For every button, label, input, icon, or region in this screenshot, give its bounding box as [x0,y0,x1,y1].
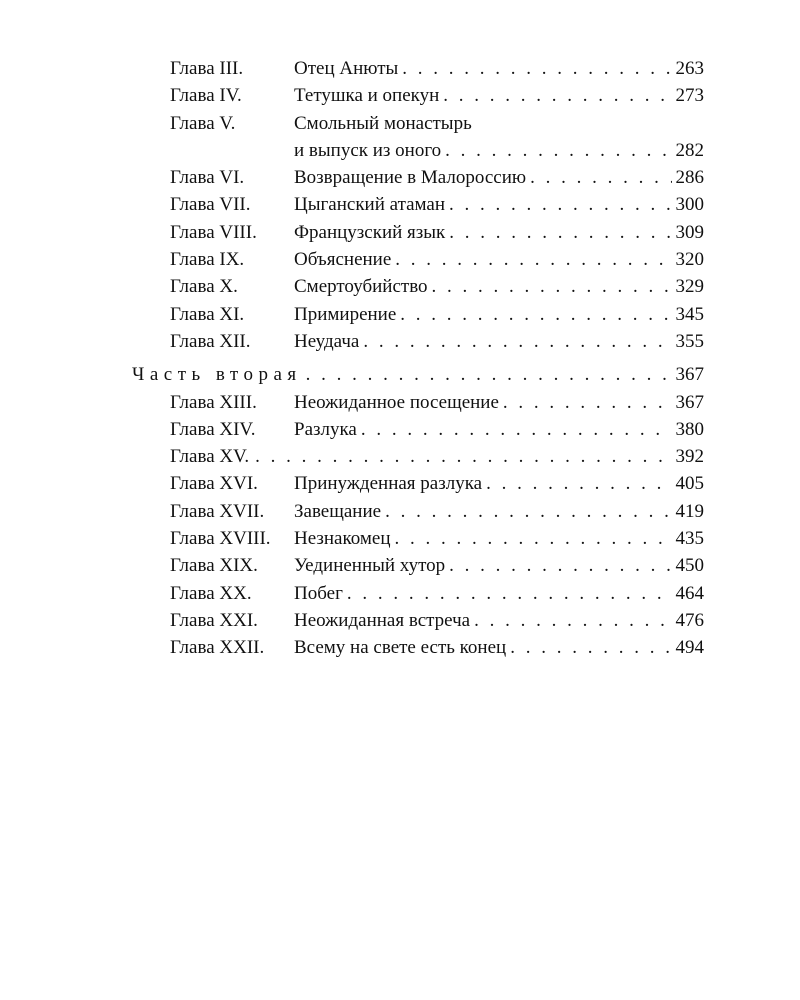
page-number: 273 [675,85,704,107]
page-number: 329 [675,276,704,298]
toc-entry-part-two [132,361,704,388]
page-number: 263 [675,58,704,79]
page-number: 405 [675,473,704,495]
toc-entry-ch12 [132,328,704,355]
dot-leader [306,361,672,388]
dot-leader [255,443,671,470]
chapter-label: Глава XV. [170,446,250,468]
toc-entry-ch3 [132,55,704,82]
dot-leader [443,82,671,109]
toc-entry-ch6 [132,164,704,191]
chapter-title: Смертоубийство [294,276,428,298]
chapter-label: Глава XIV. [170,418,256,440]
chapter-title: Всему на свете есть конец [294,637,507,659]
toc-entry-ch20 [132,580,704,607]
page-number: 367 [675,391,704,413]
chapter-title: Объяснение [294,249,392,271]
dot-leader [474,607,671,634]
page-number: 282 [675,139,704,161]
chapter-label: Глава XVII. [170,500,265,522]
dot-leader [530,164,671,191]
table-of-contents [132,55,704,662]
toc-entry-ch4 [132,82,704,109]
dot-leader [503,389,672,416]
dot-leader [486,470,671,497]
page-number: 435 [675,528,704,550]
chapter-label: Глава VII. [170,194,251,216]
chapter-title: Разлука [294,418,357,440]
page-number: 494 [675,637,704,659]
chapter-title: Отец Анюты [294,58,399,79]
dot-leader [449,191,671,218]
dot-leader [510,634,671,661]
chapter-title: Неожиданная встреча [294,609,471,631]
chapter-title: Неожиданное посещение [294,391,499,413]
chapter-label: Глава VIII. [170,221,257,243]
dot-leader [395,246,671,273]
dot-leader [347,580,672,607]
chapter-label: Глава XXII. [170,637,265,659]
toc-entry-ch9 [132,246,704,273]
page-number: 392 [675,446,704,468]
toc-entry-ch21 [132,607,704,634]
chapter-label: Глава XX. [170,582,252,604]
dot-leader [402,55,671,82]
chapter-title: Цыганский атаман [294,194,446,216]
toc-entry-ch15 [132,443,704,470]
chapter-label: Глава XI. [170,303,245,325]
chapter-label: Глава VI. [170,167,245,189]
page-number: 320 [675,249,704,271]
chapter-title: Возвращение в Малороссию [294,167,527,189]
page-number: 380 [675,418,704,440]
dot-leader [449,552,671,579]
chapter-label: Глава III. [170,58,244,79]
chapter-title: Побег [294,582,343,604]
chapter-label: Глава XXI. [170,609,258,631]
toc-entry-ch22 [132,634,704,661]
page-number: 367 [675,364,704,386]
page-number: 286 [675,167,704,189]
chapter-title: Уединенный хутор [294,555,446,577]
chapter-title: Тетушка и опекун [294,85,440,107]
dot-leader [385,498,675,525]
dot-leader [395,525,672,552]
chapter-title: Завещание [294,500,382,522]
toc-entry-ch19 [132,552,704,579]
page-number: 309 [675,221,704,243]
chapter-label: Глава XIII. [170,391,257,413]
chapter-label: Глава X. [170,276,238,298]
dot-leader [361,416,672,443]
toc-entry-ch17 [132,498,704,525]
toc-entry-ch14 [132,416,704,443]
toc-entry-ch8 [132,219,704,246]
page-number: 355 [675,330,704,352]
dot-leader [363,328,671,355]
chapter-title: Примирение [294,303,397,325]
chapter-title: Незнакомец [294,528,391,550]
page-number: 300 [675,194,704,216]
chapter-title-line2: и выпуск из оного [294,139,442,161]
page-number: 476 [675,609,704,631]
page-number: 419 [675,500,704,522]
part-title: Часть вторая [132,364,302,386]
toc-entry-ch16 [132,470,704,497]
dot-leader [445,137,671,164]
page-number: 450 [675,555,704,577]
page-number: 464 [675,582,704,604]
dot-leader [449,219,671,246]
dot-leader [400,301,671,328]
toc-entry-ch10 [132,273,704,300]
dot-leader [432,273,672,300]
toc-entry-ch7 [132,191,704,218]
chapter-title: Французский язык [294,221,446,243]
toc-entry-ch13 [132,389,704,416]
chapter-label: Глава V. [170,112,236,134]
chapter-label: Глава IX. [170,249,245,271]
chapter-label: Глава XVI. [170,473,258,495]
chapter-title-line1: Смольный монастырь [294,112,472,134]
toc-entry-ch18 [132,525,704,552]
chapter-label: Глава XII. [170,330,251,352]
toc-entry-ch11 [132,301,704,328]
toc-entry-ch5 [132,110,704,165]
chapter-label: Глава XVIII. [170,528,271,550]
chapter-label: Глава XIX. [170,555,258,577]
chapter-title: Принужденная разлука [294,473,483,495]
chapter-title: Неудача [294,330,360,352]
page-number: 345 [675,303,704,325]
chapter-label: Глава IV. [170,85,242,107]
